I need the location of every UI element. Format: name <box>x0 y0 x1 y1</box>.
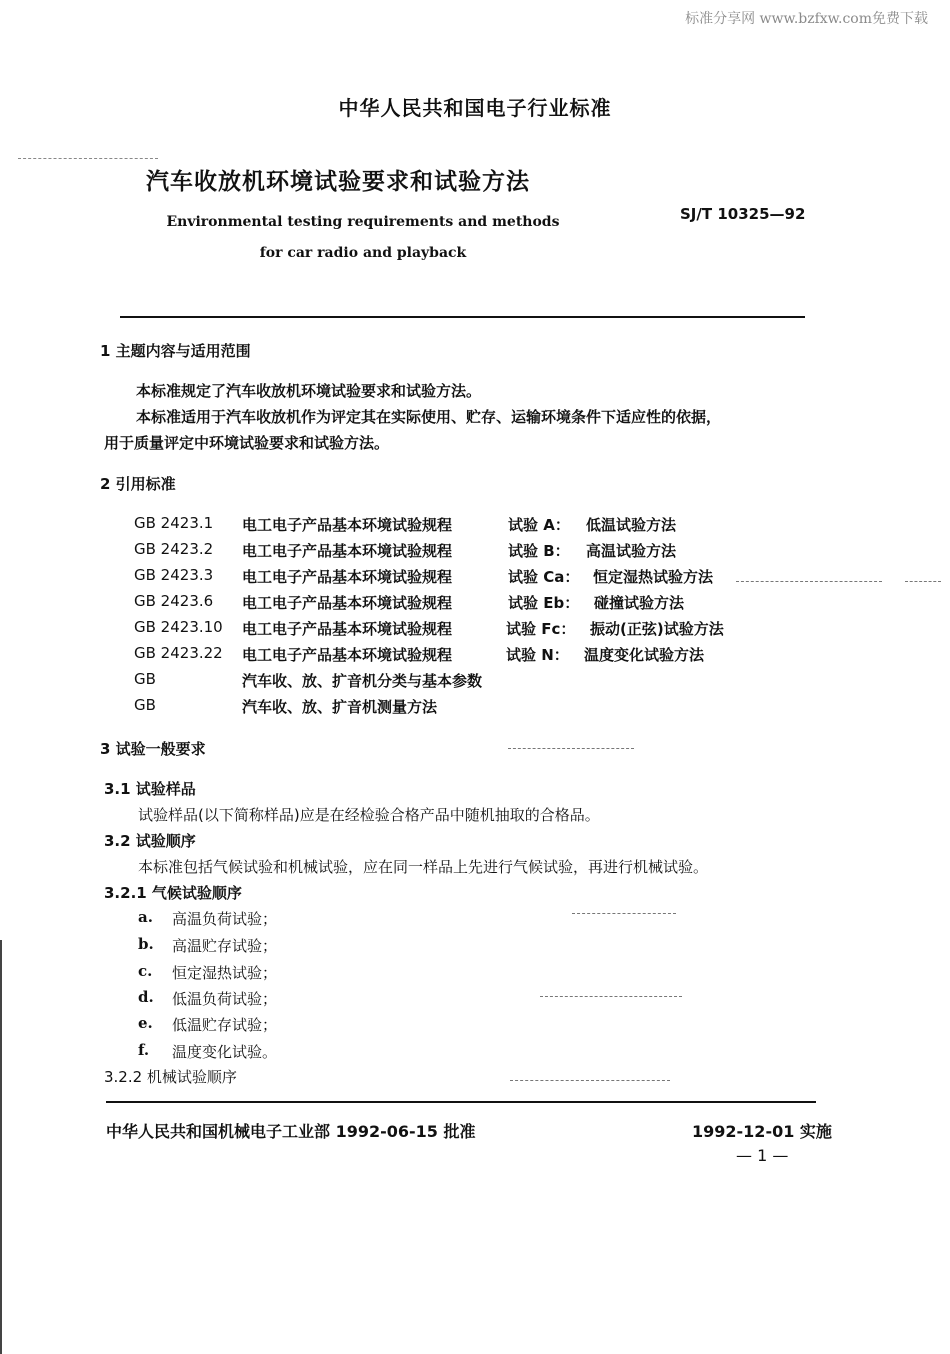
page-title: 汽车收放机环境试验要求和试验方法 <box>146 169 530 195</box>
page-number: — 1 — <box>736 1146 789 1165</box>
scan-artifact <box>540 996 682 997</box>
list-item-text: 温度变化试验。 <box>172 1043 278 1061</box>
ref-title: 电工电子产品基本环境试验规程 <box>242 568 453 586</box>
ref-code: GB 2423.3 <box>134 566 214 584</box>
list-item-letter: e. <box>138 1014 153 1032</box>
scan-artifact <box>508 748 634 749</box>
standard-code: SJ/T 10325—92 <box>680 205 806 223</box>
section-3-1-heading: 3.1 试验样品 <box>104 780 196 798</box>
ref-test: 试验 Fc： <box>506 620 576 638</box>
section-1-heading: 1 主题内容与适用范围 <box>100 342 251 360</box>
ref-method: 低温试验方法 <box>586 516 677 534</box>
ref-title: 电工电子产品基本环境试验规程 <box>242 646 453 664</box>
ref-test: 试验 N： <box>506 646 569 664</box>
ref-title: 汽车收、放、扩音机测量方法 <box>242 698 438 716</box>
section-3-heading: 3 试验一般要求 <box>100 740 206 758</box>
ref-test: 试验 B： <box>508 542 570 560</box>
ref-method: 恒定湿热试验方法 <box>593 568 714 586</box>
list-item-text: 高温负荷试验； <box>172 910 278 928</box>
ref-code: GB <box>134 670 156 688</box>
ref-method: 温度变化试验方法 <box>584 646 705 664</box>
section-1-paragraph-2b: 用于质量评定中环境试验要求和试验方法。 <box>104 434 390 452</box>
scan-artifact <box>736 581 882 582</box>
english-title-line-1: Environmental testing requirements and methods <box>166 214 560 230</box>
scan-artifact <box>572 913 676 914</box>
ref-title: 电工电子产品基本环境试验规程 <box>242 620 453 638</box>
list-item-letter: b. <box>138 935 154 953</box>
ref-method: 振动(正弦)试验方法 <box>590 620 724 638</box>
ref-code: GB 2423.6 <box>134 592 214 610</box>
approval-statement: 中华人民共和国机械电子工业部 1992-06-15 批准 <box>106 1122 476 1141</box>
header-rule <box>120 316 805 318</box>
section-1-paragraph-2a: 本标准适用于汽车收放机作为评定其在实际使用、贮存、运输环境条件下适应性的依据， <box>136 408 722 426</box>
list-item-text: 高温贮存试验； <box>172 937 278 955</box>
footer-rule <box>106 1101 816 1103</box>
section-3-2-1-heading: 3.2.1 气候试验顺序 <box>104 884 242 902</box>
list-item-letter: d. <box>138 988 154 1006</box>
list-item-letter: f. <box>138 1041 150 1059</box>
section-1-paragraph-1: 本标准规定了汽车收放机环境试验要求和试验方法。 <box>136 382 482 400</box>
section-3-1-text: 试验样品(以下简称样品)应是在经检验合格产品中随机抽取的合格品。 <box>138 806 600 824</box>
scan-edge <box>0 940 2 1354</box>
list-item-text: 低温贮存试验； <box>172 1016 278 1034</box>
section-3-2-text: 本标准包括气候试验和机械试验，应在同一样品上先进行气候试验，再进行机械试验。 <box>138 858 709 876</box>
ref-code: GB 2423.1 <box>134 514 214 532</box>
scan-artifact <box>905 581 941 582</box>
issuing-organization: 中华人民共和国电子行业标准 <box>338 96 612 120</box>
english-title-line-2: for car radio and playback <box>259 245 467 261</box>
list-item-letter: a. <box>138 908 153 926</box>
section-3-2-heading: 3.2 试验顺序 <box>104 832 196 850</box>
list-item-letter: c. <box>138 962 153 980</box>
ref-test: 试验 Eb： <box>508 594 580 612</box>
divider <box>18 158 158 159</box>
ref-code: GB <box>134 696 156 714</box>
ref-title: 电工电子产品基本环境试验规程 <box>242 594 453 612</box>
list-item-text: 恒定湿热试验； <box>172 964 278 982</box>
ref-code: GB 2423.2 <box>134 540 214 558</box>
list-item-text: 低温负荷试验； <box>172 990 278 1008</box>
ref-title: 电工电子产品基本环境试验规程 <box>242 542 453 560</box>
ref-title: 汽车收、放、扩音机分类与基本参数 <box>242 672 483 690</box>
ref-method: 高温试验方法 <box>586 542 677 560</box>
ref-test: 试验 A： <box>508 516 570 534</box>
implementation-date: 1992-12-01 实施 <box>692 1122 832 1141</box>
section-2-heading: 2 引用标准 <box>100 475 176 493</box>
ref-title: 电工电子产品基本环境试验规程 <box>242 516 453 534</box>
ref-test: 试验 Ca： <box>508 568 580 586</box>
scan-artifact <box>510 1080 670 1081</box>
watermark: 标准分享网 www.bzfxw.com免费下载 <box>685 11 928 27</box>
ref-code: GB 2423.10 <box>134 618 223 636</box>
section-3-2-2-heading: 3.2.2 机械试验顺序 <box>104 1068 237 1086</box>
ref-method: 碰撞试验方法 <box>594 594 685 612</box>
ref-code: GB 2423.22 <box>134 644 223 662</box>
